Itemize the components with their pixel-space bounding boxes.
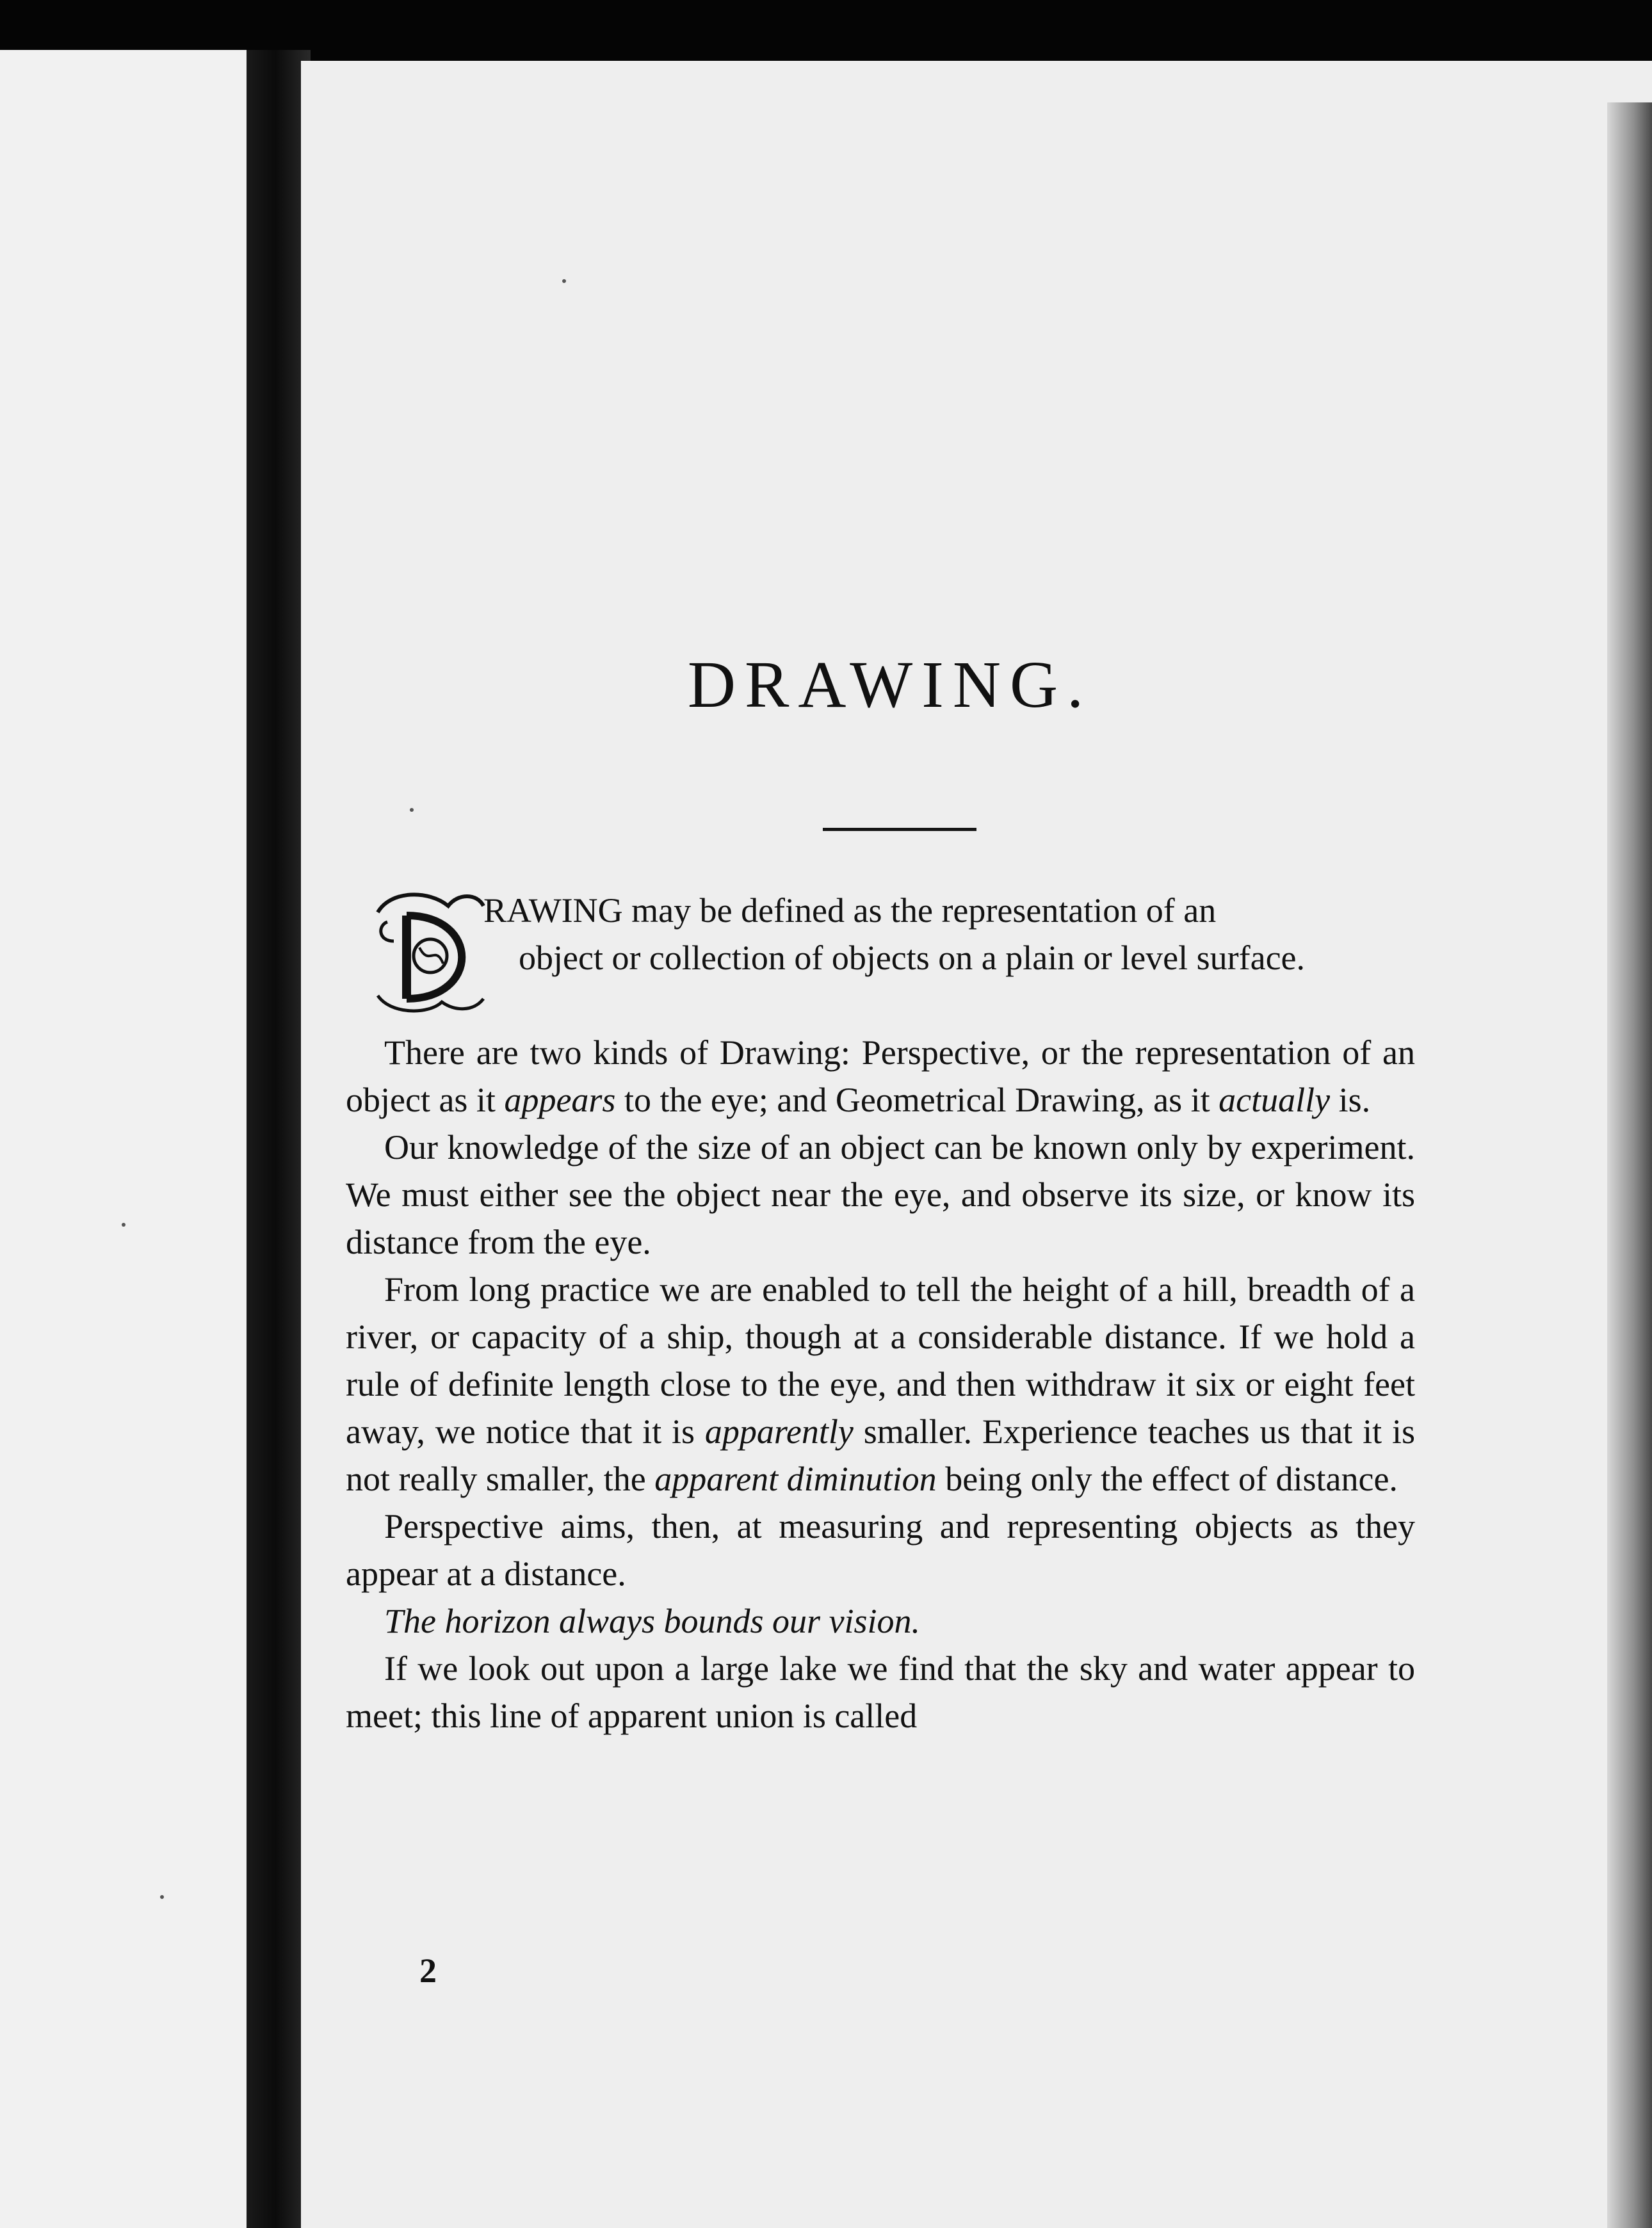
page-edge bbox=[1607, 102, 1652, 2228]
page-number: 2 bbox=[419, 1951, 437, 1990]
left-page bbox=[0, 50, 270, 2228]
chapter-title: DRAWING. bbox=[687, 648, 1093, 722]
paper-speck bbox=[160, 1895, 164, 1899]
paper-speck bbox=[122, 1223, 126, 1227]
paragraph-five: Perspective aims, then, at measuring and representing objects as they appear at a distance. bbox=[346, 1507, 1415, 1593]
paragraph-seven: If we look out upon a large lake we find that the sky and water appear to meet; this line of apparent union is called bbox=[346, 1649, 1415, 1735]
ornamental-drop-cap bbox=[371, 887, 493, 1015]
paper-speck bbox=[410, 808, 414, 812]
paper-speck bbox=[562, 279, 566, 283]
title-rule bbox=[823, 828, 976, 831]
body-text bbox=[346, 887, 1415, 1975]
first-paragraph-continuation: object or collection of objects on a plain or level surface. bbox=[519, 939, 1306, 977]
paragraph-three: Our knowledge of the size of an object can be known only by experiment. We must either see the object near the eye, and observe its size, or know its distance from the eye. bbox=[346, 1128, 1415, 1261]
first-paragraph bbox=[346, 887, 1415, 1029]
paragraph-four: From long practice we are enabled to tell the height of a hill, breadth of a river, or capacity of a ship, though at a considerable distance. If we hold a rule of definite length close to the eye, and then withdraw it six or eight feet away, we notice that it is apparently smaller. Experience teaches us that it is not really smaller, the apparent diminution being only the effect of distance. bbox=[346, 1270, 1415, 1498]
first-paragraph-line-1: RAWING may be defined as the representation of an bbox=[483, 891, 1217, 930]
paragraph-two: There are two kinds of Drawing: Perspective, or the representation of an object as it appears to the eye; and Geometrical Drawing, as it actually is. bbox=[346, 1033, 1415, 1119]
paragraph-six: The horizon always bounds our vision. bbox=[384, 1602, 921, 1640]
